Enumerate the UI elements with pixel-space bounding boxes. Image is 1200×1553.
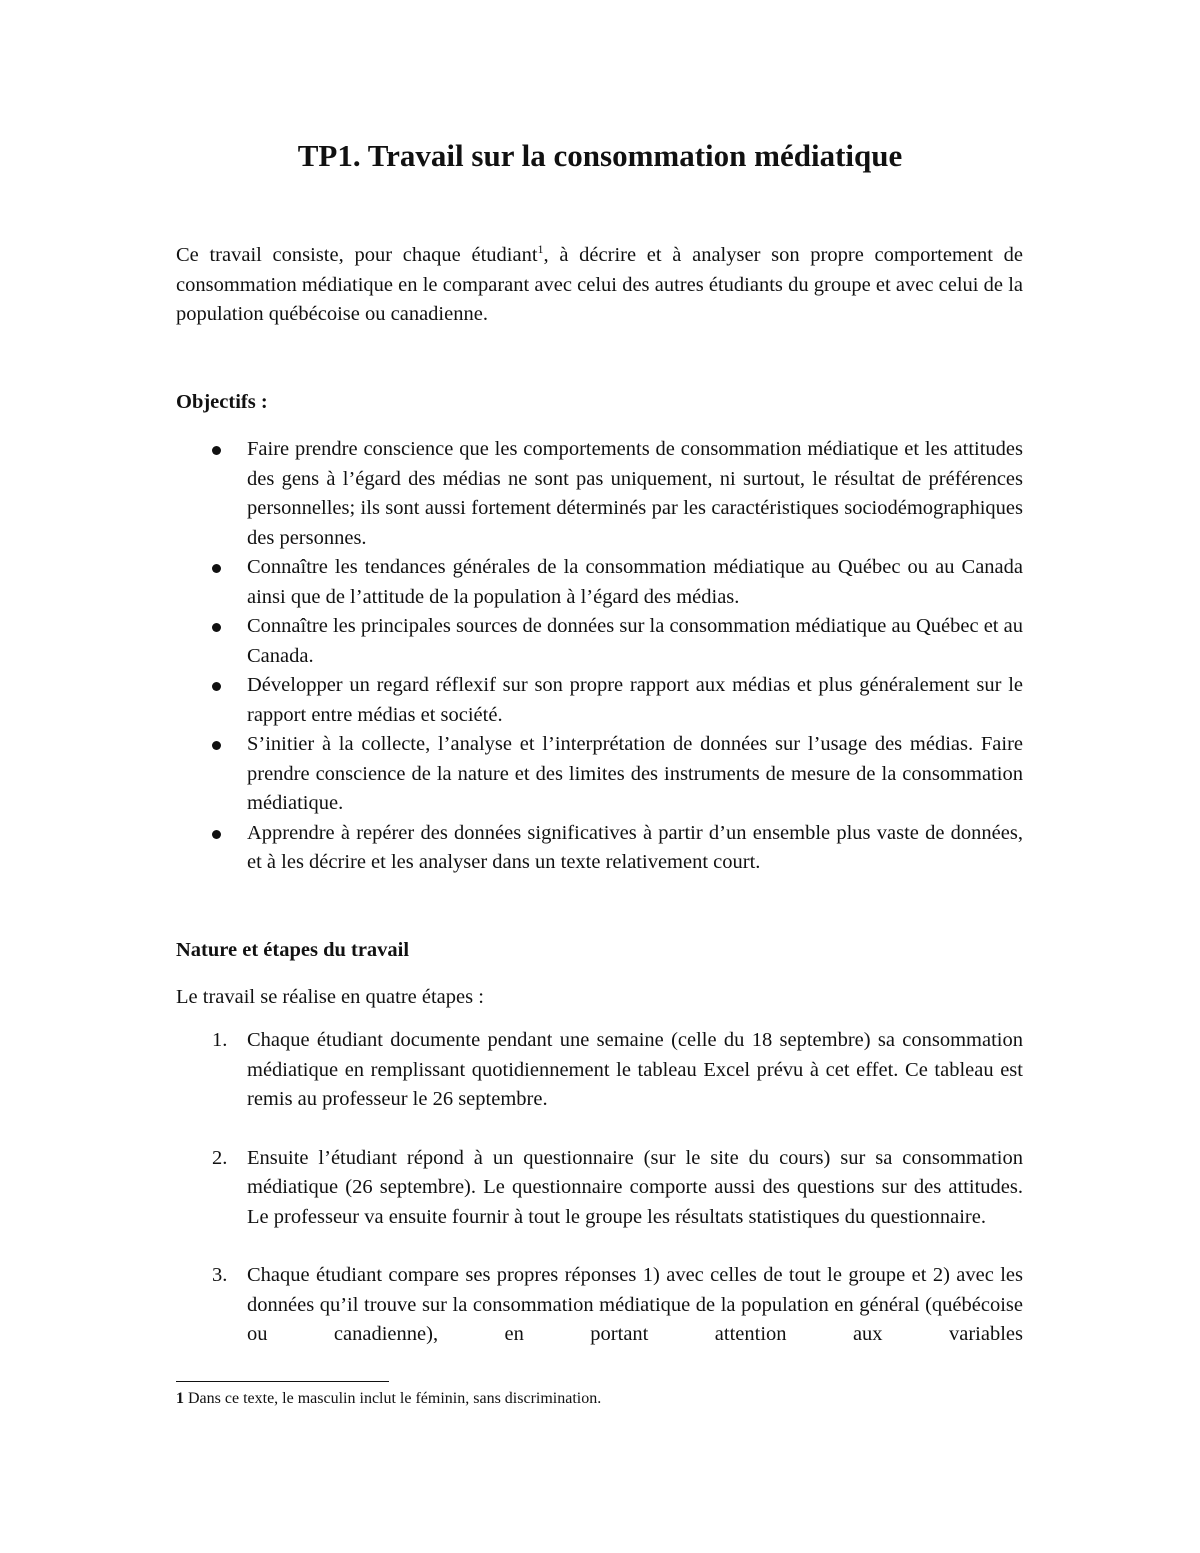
step-text: Chaque étudiant compare ses propres réponses 1) avec celles de tout le groupe et 2) avec les données qu’il trouve sur la consommation médiatique de la population en général (québécoise ou canadienne), en portant attention aux variables: [247, 1264, 1023, 1345]
step-number: 2.: [212, 1146, 228, 1169]
footnote-reference[interactable]: 1: [537, 242, 544, 257]
nature-heading: Nature et étapes du travail: [176, 939, 410, 961]
objectif-text: Connaître les tendances générales de la consommation médiatique au Québec ou au Canada ainsi que de l’attitude de la population à l’égard des médias.: [247, 556, 1023, 608]
step-number: 3.: [212, 1264, 228, 1286]
intro-text-end: , à décrire et à analyser son propre comportement de consommation médiatique en le comparant avec celui des autres étudiants du groupe et avec celui de la population québécoise ou canadienne.: [176, 244, 1023, 325]
list-item: [176, 1026, 1023, 1115]
objectif-text: Faire prendre conscience que les comportements de consommation médiatique et les attitudes des gens à l’égard des médias ne sont pas uniquement, ni surtout, le résultat de préférences personnelles; ils sont aussi fortement déterminés par les caractéristiques sociodémographiques des personnes.: [247, 438, 1023, 549]
step-text: Ensuite l’étudiant répond à un questionnaire (sur le site du cours) sur sa consommation médiatique (26 septembre). Le questionnaire comporte aussi des questions sur des attitudes. Le professeur va ensuite fournir à tout le groupe les résultats statistiques du questionnaire.: [247, 1146, 1023, 1228]
steps-list: [176, 1026, 1023, 1350]
step-text: Chaque étudiant documente pendant une semaine (celle du 18 septembre) sa consommation médiatique en remplissant quotidiennement le tableau Excel prévu à cet effet. Ce tableau est remis au professeur le 26 septembre.: [247, 1029, 1023, 1110]
bullet-icon: [212, 446, 221, 455]
list-item: [176, 1144, 1023, 1233]
footnote: [176, 1390, 601, 1408]
list-item: [176, 553, 1023, 612]
intro-paragraph: [176, 241, 1023, 330]
objectif-text: Connaître les principales sources de données sur la consommation médiatique au Québec et au Canada.: [247, 615, 1023, 667]
list-item: [176, 819, 1023, 878]
list-item: [176, 671, 1023, 730]
bullet-icon: [212, 741, 221, 750]
list-item: [176, 612, 1023, 671]
bullet-icon: [212, 564, 221, 573]
bullet-icon: [212, 830, 221, 839]
list-item: [176, 435, 1023, 553]
objectif-text: Apprendre à repérer des données significatives à partir d’un ensemble plus vaste de données, et à les décrire et les analyser dans un texte relativement court.: [247, 821, 1023, 873]
objectif-text: S’initier à la collecte, l’analyse et l’interprétation de données sur l’usage des médias. Faire prendre conscience de la nature et des limites des instruments de mesure de la consommation médiatique.: [247, 733, 1023, 814]
list-item: [176, 1261, 1023, 1350]
intro-text-start: Ce travail consiste, pour chaque étudiant: [176, 244, 538, 266]
step-number: 1.: [212, 1029, 228, 1051]
footnote-separator: [176, 1381, 389, 1382]
footnote-marker: 1: [176, 1390, 184, 1407]
objectifs-list: [176, 435, 1023, 878]
objectifs-heading: Objectifs :: [176, 391, 268, 413]
objectif-text: Développer un regard réflexif sur son propre rapport aux médias et plus généralement sur le rapport entre médias et société.: [247, 674, 1023, 726]
steps-intro: Le travail se réalise en quatre étapes :: [176, 986, 484, 1008]
bullet-icon: [212, 682, 221, 691]
bullet-icon: [212, 623, 221, 632]
footnote-text: Dans ce texte, le masculin inclut le féminin, sans discrimination.: [184, 1390, 602, 1407]
list-item: [176, 730, 1023, 819]
page-title: TP1. Travail sur la consommation médiatique: [297, 138, 903, 173]
